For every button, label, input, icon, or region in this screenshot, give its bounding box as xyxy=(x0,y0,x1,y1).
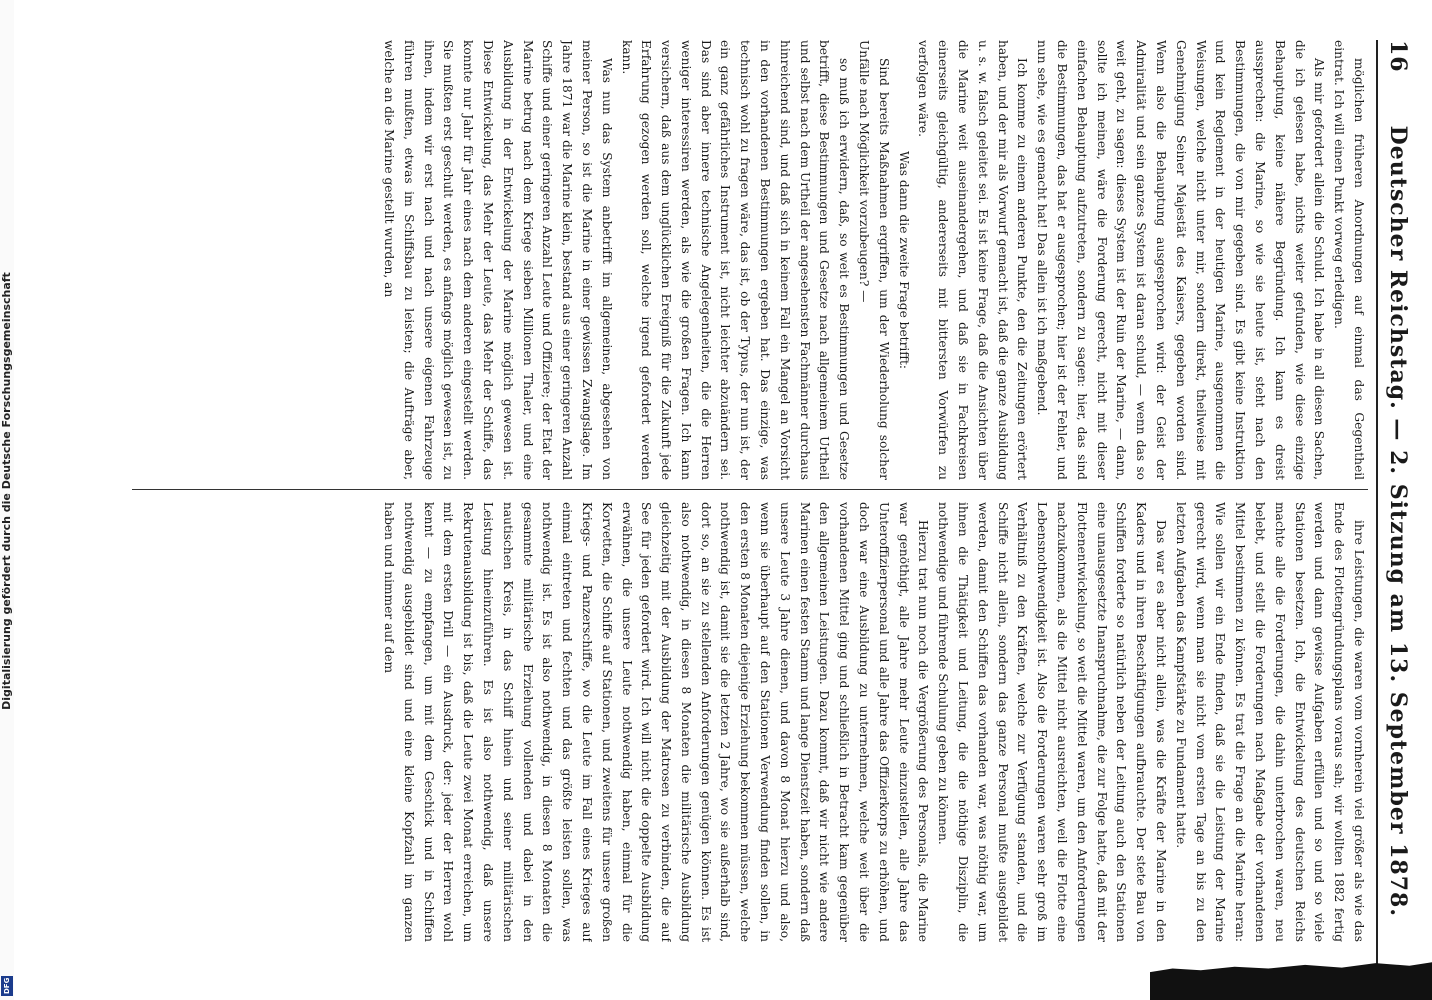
digitization-credit: Digitalisierung gefördert durch die Deutsche Forschungsgemeinschaft xyxy=(0,272,13,710)
scanned-page xyxy=(92,0,1432,1000)
paragraph: Sind bereits Maßnahmen ergriffen, um der Wiederholung solcher Unfälle nach Möglichkeit vorzubeugen? — xyxy=(857,40,891,480)
left-column xyxy=(132,40,1368,480)
paragraph: Hierzu trat nun noch die Vergrößerung des Personals, die Marine war genöthigt, alle Jahre mehr Leute einzustellen, alle Jahre das Unteroffizierpersonal und alle Jahre das Offizierkorps zu erhöhen, und doch war eine Ausbildung zu unternehmen, welche weit über die vorhandenen Mittel ging und schließlich in Betracht kam gegenüber den allgemeinen Leistungen. Dazu kommt, daß wir nicht wie andere Marinen einen festen Stamm und lange Dienstzeit haben, sondern daß unsere Leute 3 Jahre dienen, und davon 8 Monat hierzu und also, wenn sie überhaupt auf den Stationen Verwendung finden sollen, in den ersten 8 Monaten diejenige Erziehung bekommen müssen, welche nothwendig ist, damit sie die letzten 2 Jahre, wo sie außerhalb sind, dort so, an sie zu stellenden Anforderungen genügen können. Es ist also nothwendig, in diesen 8 Monaten die militärische Ausbildung gleichzeitig mit der Ausbildung der Matrosen zu verbinden, die auf See für jeden gefordert wird. Ich will nicht die doppelte Ausbildung erwähnen, die unsere Leute nothwendig haben, einmal für die Korvetten, die Schiffe auf Stationen, und zweitens für unsere großen Kriegs- und Panzerschiffe, wo die Leute im Fall eines Krieges auf einmal eintreten und fechten und das größte leisten sollen, was nothwendig ist. Es ist also nothwendig, in diesen 8 Monaten die gesammte militärische Erziehung vollenden und dabei in den nautischen Kreis, in das Schiff hinein und seiner militärischen Leistung hineinzuführen. Es ist also nothwendig, daß unsere Rekrutenausbildung ist bis, daß die Leute zwei Monat erreichen, um mit dem ersten Drill — ein Ausdruck, der: jeder der Herren wohl kennt — zu empfangen, um mit dem Geschick und in Schiffen nothwendig ausgebildet sind und eine kleine Kopfzahl im ganzen haben und nimmer auf dem xyxy=(381,502,931,942)
paragraph: Ich komme zu einem anderen Punkte, den die Zeitungen erörtert haben, und der mir als Vorwurf gemacht ist, daß die ganze Ausbildung u. s. w. falsch geleitet sei. Es ist keine Frage, daß die Ansichten über die Marine weit auseinandergehen, und daß sie in Fachkreisen einerseits gleichgültig, andererseits mit bittersten Vorwürfen zu verfolgen wäre. xyxy=(916,40,1030,480)
page-header xyxy=(1376,40,1418,970)
paragraph: Als mir gefordert allein die Schuld. Ich habe in all diesen Sachen, die ich gelesen habe, nichts weiter gefunden, wie diese einzige Behauptung, keine nähere Begründung. Ich kann es dreist aussprechen: die Marine, so wie sie heute ist, steht nach den Bestimmungen, die von mir gegeben sind. Es gibt keine Instruktion und kein Reglement in der heutigen Marine, ausgenommen die Weisungen, welche nicht unter mir, sondern direkt, theilweise mit Genehmigung Seiner Majestät des Kaisers, gegeben worden sind. Wenn also die Behauptung ausgesprochen wird: der Geist der Admiralität und sein ganzes System ist daran schuld, — wenn das so weit geht, zu sagen: dieses System ist der Ruin der Marine, — dann, sollte ich meinen, wäre die Forderung gerecht, nicht mit dieser einfachen Behauptung aufzutreten, sondern zu sagen: hier, das sind die Bestimmungen, das hat er ausgesprochen; hier ist der Fehler, und nun sehe, wie es gemacht hat! Das allein ist ich maßgebend. xyxy=(1035,40,1327,480)
paragraph: ihre Leistungen, die waren vom vornherein viel größer als wie das Ende des Flottengründungsplans voraus sah; wir wollten 1882 fertig werden und dann gewisse Aufgaben erfüllen und so und so viele Stationen besetzen. Ich, die Entwickelung des deutschen Reichs machte alle die Forderungen, die dahin unterbrochen waren, neu belebt, und stellt die Forderungen nach Maßgabe der vorhandenen Mittel bestimmen zu können. Es trat die Frage an die Marine heran: Wie sollen wir ein Ende finden, daß sie die Leistung der Marine gerecht wird, wenn man sie nicht vom ersten Tage an bis zu den letzten Aufgaben das Kampfstärke zu Fundament hatte. xyxy=(1173,502,1366,942)
paragraph: Das war es aber nicht allein, was die Kräfte der Marine in den Kaders und in ihren Beschäftigungen aufbrauchte. Der stete Bau von Schiffen forderte so natürlich neben der Leitung auch den Stationen eine unausgesetzte Inanspruchnahme, die zur Folge hatte, daß mit der Flottenentwickelung, so weit die Mittel waren, um den Anforderungen nachzukommen, als die Mittel nicht ausreichten, weil die Flotte eine Lebensnothwendigkeit ist. Also die Forderungen waren sehr groß im Verhältniß zu den Kräften, welche zur Verfügung standen, und die Schiffe nicht allein, sondern das ganze Personal mußte ausgebildet werden, damit den Schiffen das vorhanden war, was nöthig war, um ihnen die Thätigkeit und Leitung, die die nöthige Disziplin, die nothwendige und führende Schulung geben zu können. xyxy=(936,502,1169,942)
paragraph: so muß ich erwidern, daß, so weit es Bestimmungen und Gesetze betrifft, diese Bestimmungen und Gesetze nach allgemeinem Urtheil und selbst nach dem Urtheil der angesehensten Fachmänner durchaus hinreichend sind, und daß sich in keinem Fall ein Mangel an Vorsicht in den vorhandenen Bestimmungen ergeben hat. Das einzige, was technisch wohl zu fragen wäre, das ist, ob der Typus, der nun ist, der ein ganz gefährliches Instrument ist, nicht leichter abzuändern sei. Das sind aber innere technische Angelegenheiten, die die Herren weniger interessiren werden, als wie die großen Fragen. Ich kann versichern, daß aus dem unglücklichen Ereigniß für die Zukunft jede Erfahrung gezogen werden soll, welche irgend gefordert werden kann. xyxy=(619,40,852,480)
paragraph: Was nun das System anbetrifft im allgemeinen, abgesehen von meiner Person, so ist die Marine in einer gewissen Zwangslage. Im Jahre 1871 war die Marine klein, bestand aus einer geringeren Anzahl Schiffe und einer geringeren Anzahl Leute und Offiziere; der Etat der Marine betrug nach dem Kriege sieben Millionen Thaler, und eine Ausbildung in der Entwickelung der Marine möglich gewesen ist. Diese Entwickelung, das Mehr der Leute, das Mehr der Schiffe, das konnte nur Jahr für Jahr eines nach dem anderen eingestellt werden. Sie mußten erst geschult werden, es anfangs möglich gewesen ist, zu ihnen, indem wir erst nach und nach unsere eigenen Fahrzeuge führen mußten, etwas im Schiffsbau zu leisten; die Aufträge aber, welche an die Marine gestellt wurden, an xyxy=(381,40,614,480)
paragraph: möglichen früheren Anordnungen auf einmal das Gegentheil eintrat. Ich will einen Punkt vorweg erledigen. xyxy=(1332,40,1366,480)
dfg-logo-icon: DFG xyxy=(3,977,11,995)
running-title: Deutscher Reichstag. — 2. Sitzung am 13. September 1878. xyxy=(1385,125,1411,917)
paragraph: Was dann die zweite Frage betrifft: xyxy=(896,151,911,369)
right-column xyxy=(132,502,1368,942)
page-number: 16 xyxy=(1385,40,1411,73)
digitization-credit-strip xyxy=(0,0,14,1000)
column-divider xyxy=(132,489,1368,490)
